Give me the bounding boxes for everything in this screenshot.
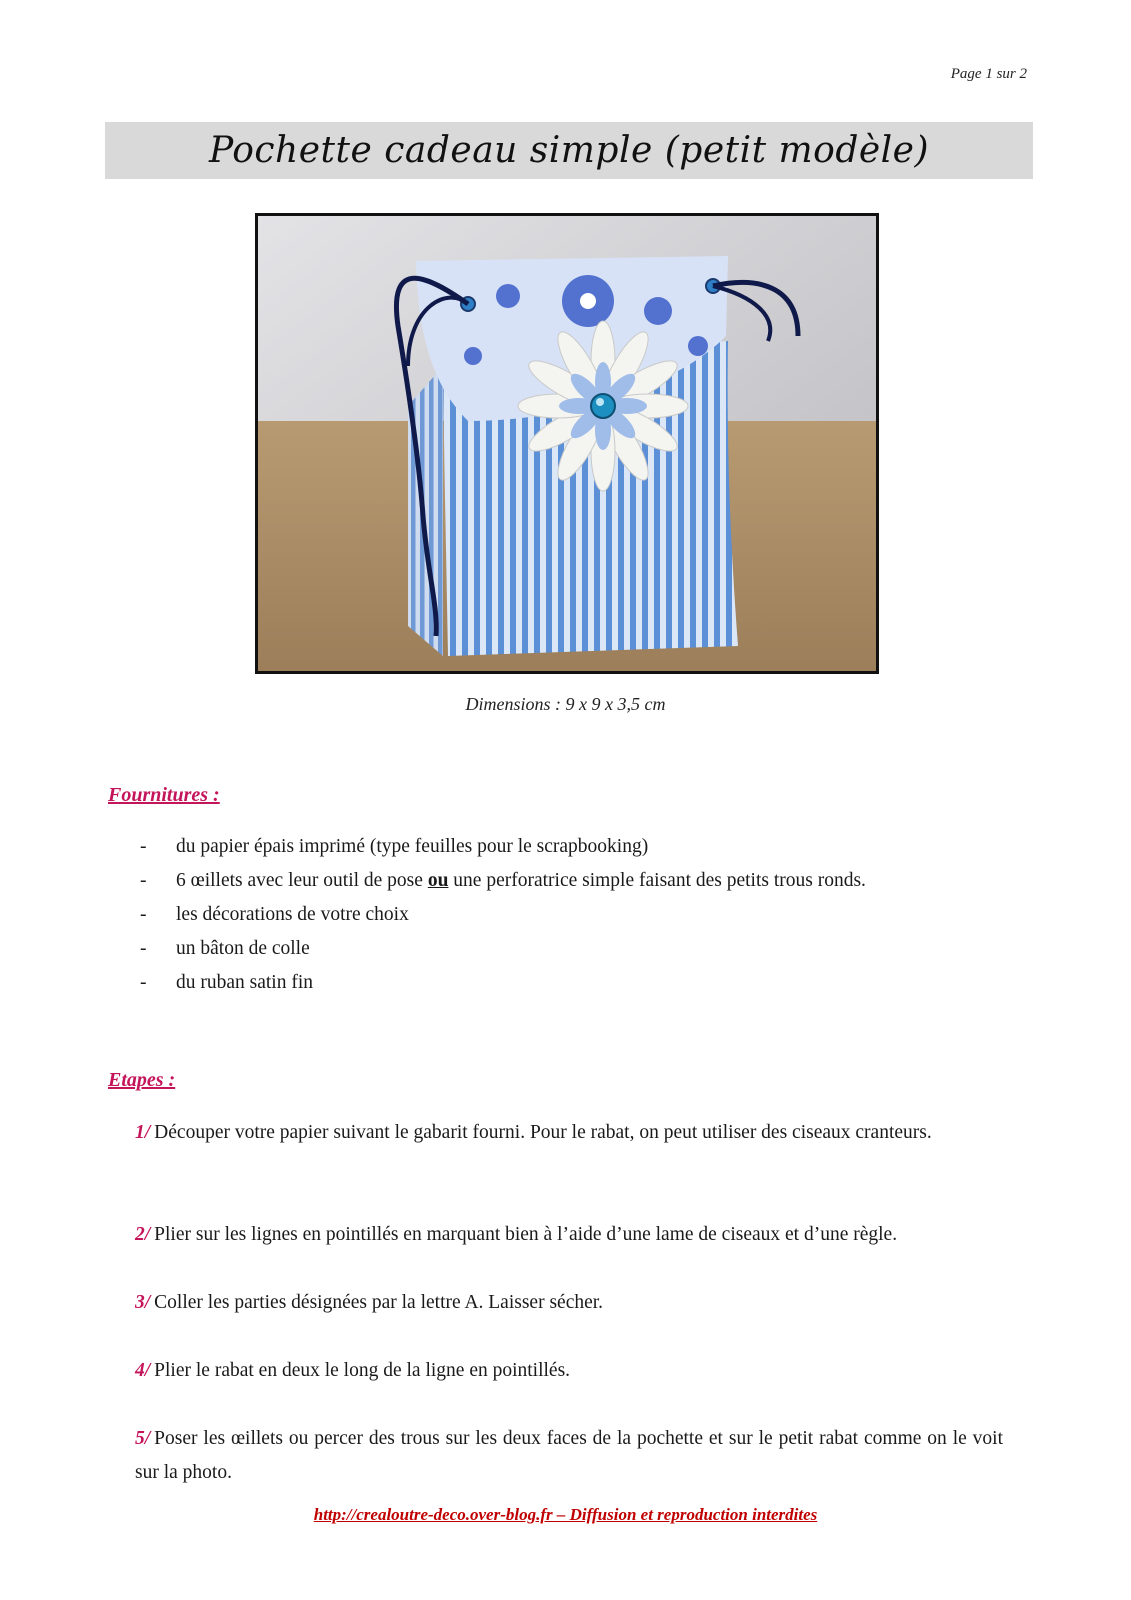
page-number: Page 1 sur 2: [950, 66, 1027, 82]
list-item: - un bâton de colle: [140, 938, 310, 959]
steps-heading: Etapes :: [108, 1069, 176, 1091]
list-item: - du ruban satin fin: [140, 972, 314, 993]
title-banner: [105, 122, 1033, 179]
supplies-heading: Fournitures :: [108, 784, 220, 806]
gift-pouch-illustration: [258, 216, 876, 671]
list-item: - 6 œillets avec leur outil de pose ou une perforatrice simple faisant des petits trous ronds.: [140, 870, 866, 891]
supplies-list: [140, 830, 1020, 1000]
step-4: 4/ Plier le rabat en deux le long de la ligne en pointillés.: [135, 1360, 571, 1381]
step-1: 1/ Découper votre papier suivant le gabarit fourni. Pour le rabat, on peut utiliser des ciseaux cranteurs.: [135, 1122, 932, 1143]
footer-link[interactable]: http://crealoutre-deco.over-blog.fr – Diffusion et reproduction interdites: [313, 1505, 818, 1524]
step-2: 2/ Plier sur les lignes en pointillés en marquant bien à l’aide d’une lame de ciseaux et d’une règle.: [135, 1224, 898, 1245]
list-item: - les décorations de votre choix: [140, 904, 409, 925]
step-5: 5/ Poser les œillets ou percer des trous sur les deux faces de la pochette et sur le petit rabat comme on le voit sur la photo.: [135, 1428, 1003, 1483]
product-photo: [255, 213, 879, 674]
photo-caption: Dimensions : 9 x 9 x 3,5 cm: [465, 694, 666, 714]
step-3: 3/ Coller les parties désignées par la lettre A. Laisser sécher.: [135, 1292, 604, 1313]
document-title: Pochette cadeau simple (petit modèle): [208, 130, 930, 171]
emphasis-ou: ou: [427, 870, 449, 891]
list-item: - du papier épais imprimé (type feuilles pour le scrapbooking): [140, 836, 649, 857]
